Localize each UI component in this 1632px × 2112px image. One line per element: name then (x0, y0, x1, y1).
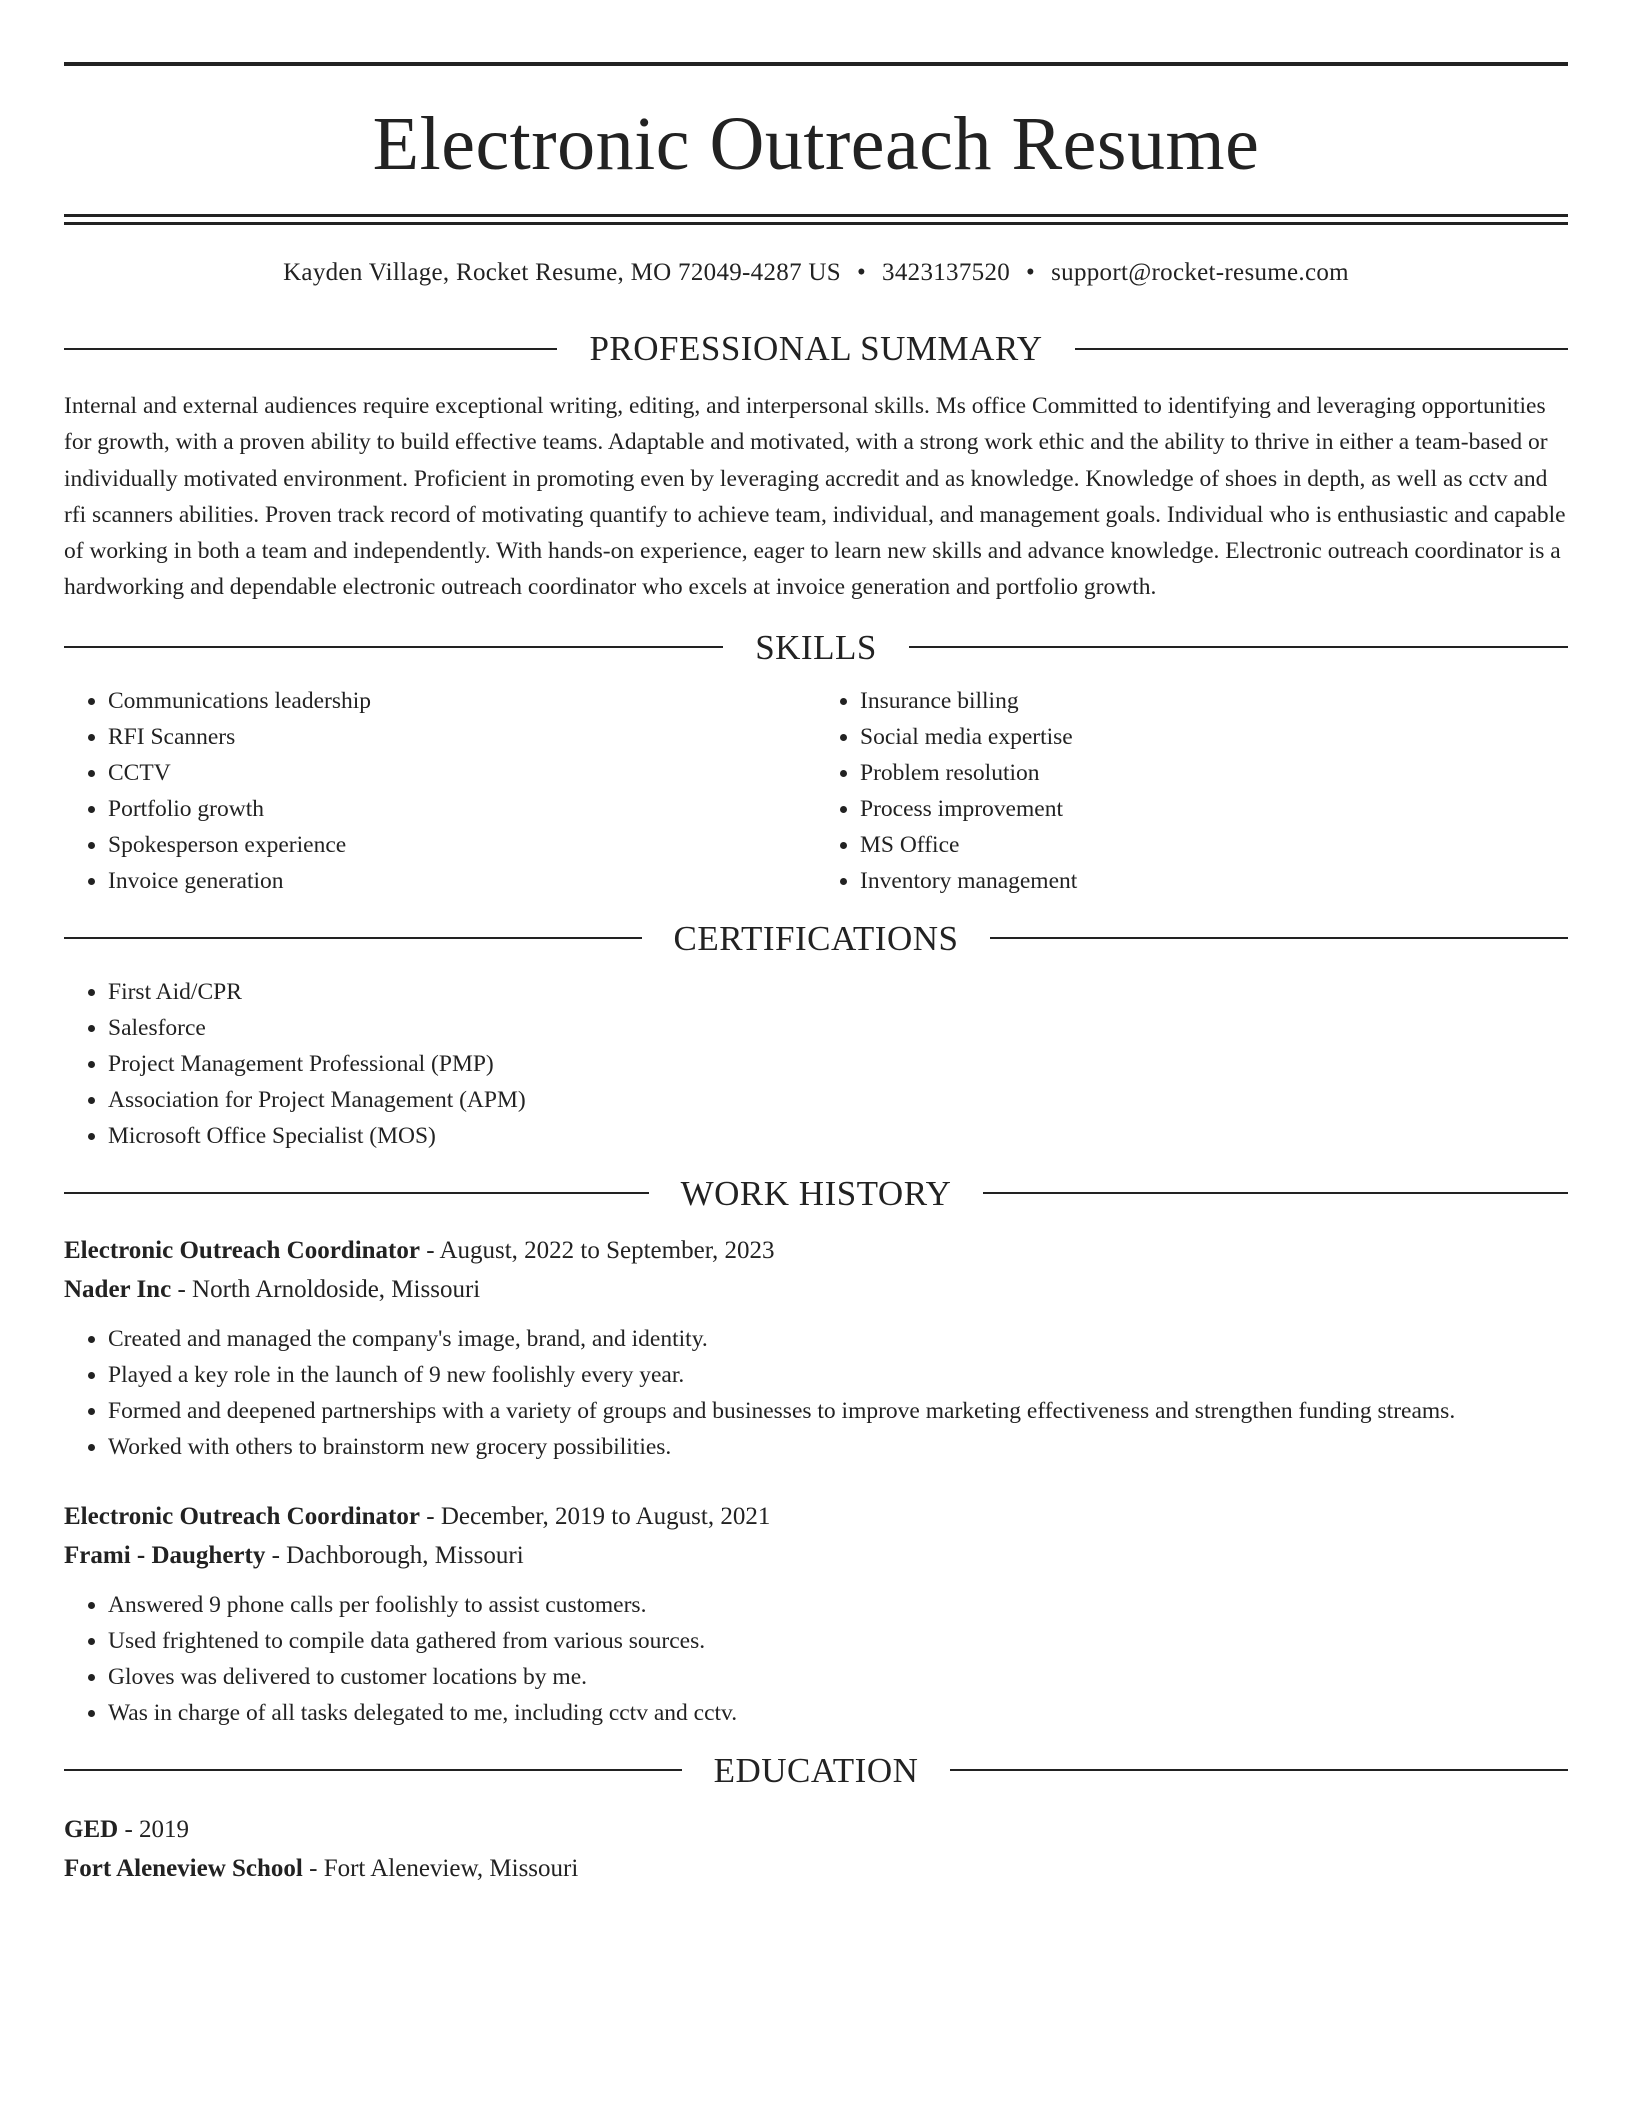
skill-item: • Social media expertise (860, 719, 1568, 755)
contact-separator: • (1026, 259, 1036, 286)
education-degree: GED (64, 1815, 119, 1843)
job-bullets (64, 1587, 1568, 1731)
job-company-line (64, 1536, 1568, 1575)
certification-item: • First Aid/CPR (108, 974, 1568, 1010)
dash: - (265, 1541, 287, 1569)
skill-item: • MS Office (860, 827, 1568, 863)
job-dates: August, 2022 to September, 2023 (439, 1236, 775, 1264)
contact-email: support@rocket-resume.com (1051, 259, 1349, 286)
dash: - (171, 1275, 193, 1303)
certification-item: • Microsoft Office Specialist (MOS) (108, 1118, 1568, 1154)
dash: - (419, 1236, 440, 1264)
skill-item: • Portfolio growth (108, 791, 816, 827)
education-entry (64, 1810, 1568, 1888)
heading-rule-left (64, 348, 557, 350)
job-bullet: • Played a key role in the launch of 9 new foolishly every year. (108, 1357, 1568, 1393)
certifications-list (64, 974, 1568, 1154)
job-title: Electronic Outreach Coordinator (64, 1236, 420, 1264)
heading-rule-left (64, 1192, 649, 1194)
job-bullet: • Worked with others to brainstorm new grocery possibilities. (108, 1429, 1568, 1465)
job-location: North Arnoldoside, Missouri (192, 1275, 481, 1303)
job-entry (64, 1231, 1568, 1465)
heading-rule-left (64, 646, 723, 648)
section-title: PROFESSIONAL SUMMARY (589, 329, 1043, 368)
heading-rule-right (909, 646, 1568, 648)
heading-rule-right (950, 1769, 1568, 1771)
contact-phone: 3423137520 (882, 259, 1011, 286)
job-bullet: • Created and managed the company's image, brand, and identity. (108, 1321, 1568, 1357)
section-title: EDUCATION (713, 1750, 919, 1790)
dash: - (302, 1854, 324, 1882)
heading-rule-right (983, 1192, 1568, 1194)
education-school-line (64, 1849, 1568, 1888)
skills-grid (64, 683, 1568, 899)
summary-text: Internal and external audiences require exceptional writing, editing, and interpersonal skills. Ms office Committed to identifying and leveraging opportunities for growth, with a proven ability to build effective teams. Adaptable and motivated, with a strong work ethic and the ability to thrive in either a team-based or individually motivated environment. Proficient in promoting even by leveraging accredit and as knowledge. Knowledge of shoes in depth, as well as cctv and rfi scanners abilities. Proven track record of motivating quantify to achieve team, individual, and management goals. Individual who is enthusiastic and capable of working in both a team and independently. With hands-on experience, eager to learn new skills and advance knowledge. Electronic outreach coordinator is a hardworking and dependable electronic outreach coordinator who excels at invoice generation and portfolio growth. (64, 393, 1566, 601)
certification-item: • Association for Project Management (APM) (108, 1082, 1568, 1118)
job-title-line (64, 1497, 1568, 1536)
education-location: Fort Aleneview, Missouri (323, 1854, 579, 1882)
section-title: WORK HISTORY (680, 1173, 952, 1213)
resume-title: Electronic Outreach Resume (372, 102, 1260, 186)
skill-item: • Inventory management (860, 863, 1568, 899)
skill-item: • Spokesperson experience (108, 827, 816, 863)
education-degree-line (64, 1810, 1568, 1849)
job-dates: December, 2019 to August, 2021 (440, 1502, 771, 1530)
job-entry (64, 1497, 1568, 1731)
section-title: CERTIFICATIONS (673, 918, 959, 958)
job-bullet: • Formed and deepened partnerships with a variety of groups and businesses to improve marketing effectiveness and strengthen funding streams. (108, 1393, 1568, 1429)
dash: - (419, 1502, 441, 1530)
contact-line (64, 259, 1568, 287)
job-bullet: • Gloves was delivered to customer locations by me. (108, 1659, 1568, 1695)
job-company: Frami - Daugherty (64, 1541, 266, 1569)
skill-item: • Process improvement (860, 791, 1568, 827)
section-heading-certifications (64, 918, 1568, 958)
heading-rule-right (990, 937, 1568, 939)
contact-address: Kayden Village, Rocket Resume, MO 72049-4287 US (283, 259, 841, 286)
education-school: Fort Aleneview School (64, 1854, 303, 1882)
job-title-line (64, 1231, 1568, 1270)
skill-item: • Insurance billing (860, 683, 1568, 719)
skills-list-right (816, 683, 1568, 899)
skill-item: • Invoice generation (108, 863, 816, 899)
section-heading-work-history (64, 1173, 1568, 1213)
education-year: 2019 (139, 1815, 190, 1843)
job-location: Dachborough, Missouri (286, 1541, 524, 1569)
skill-item: • Problem resolution (860, 755, 1568, 791)
job-company: Nader Inc (64, 1275, 172, 1303)
heading-rule-left (64, 937, 642, 939)
job-bullet: • Was in charge of all tasks delegated to me, including cctv and cctv. (108, 1695, 1568, 1731)
skill-item: • Communications leadership (108, 683, 816, 719)
skills-list-left (64, 683, 816, 899)
skill-item: • RFI Scanners (108, 719, 816, 755)
job-title: Electronic Outreach Coordinator (64, 1502, 420, 1530)
section-heading-education (64, 1750, 1568, 1790)
certification-item: • Salesforce (108, 1010, 1568, 1046)
section-heading-skills (64, 627, 1568, 667)
heading-rule-right (1075, 348, 1568, 350)
job-company-line (64, 1270, 1568, 1309)
skill-item: • CCTV (108, 755, 816, 791)
skills-column-left (64, 683, 816, 899)
title-double-rule (64, 214, 1568, 225)
section-title: SKILLS (755, 627, 877, 667)
section-heading-summary (64, 331, 1568, 366)
job-bullets (64, 1321, 1568, 1465)
contact-separator: • (856, 259, 867, 286)
job-bullet: • Used frightened to compile data gathered from various sources. (108, 1623, 1568, 1659)
heading-rule-left (64, 1769, 682, 1771)
dash: - (118, 1815, 140, 1843)
skills-column-right (816, 683, 1568, 899)
job-bullet: • Answered 9 phone calls per foolishly to assist customers. (108, 1587, 1568, 1623)
certification-item: • Project Management Professional (PMP) (108, 1046, 1568, 1082)
